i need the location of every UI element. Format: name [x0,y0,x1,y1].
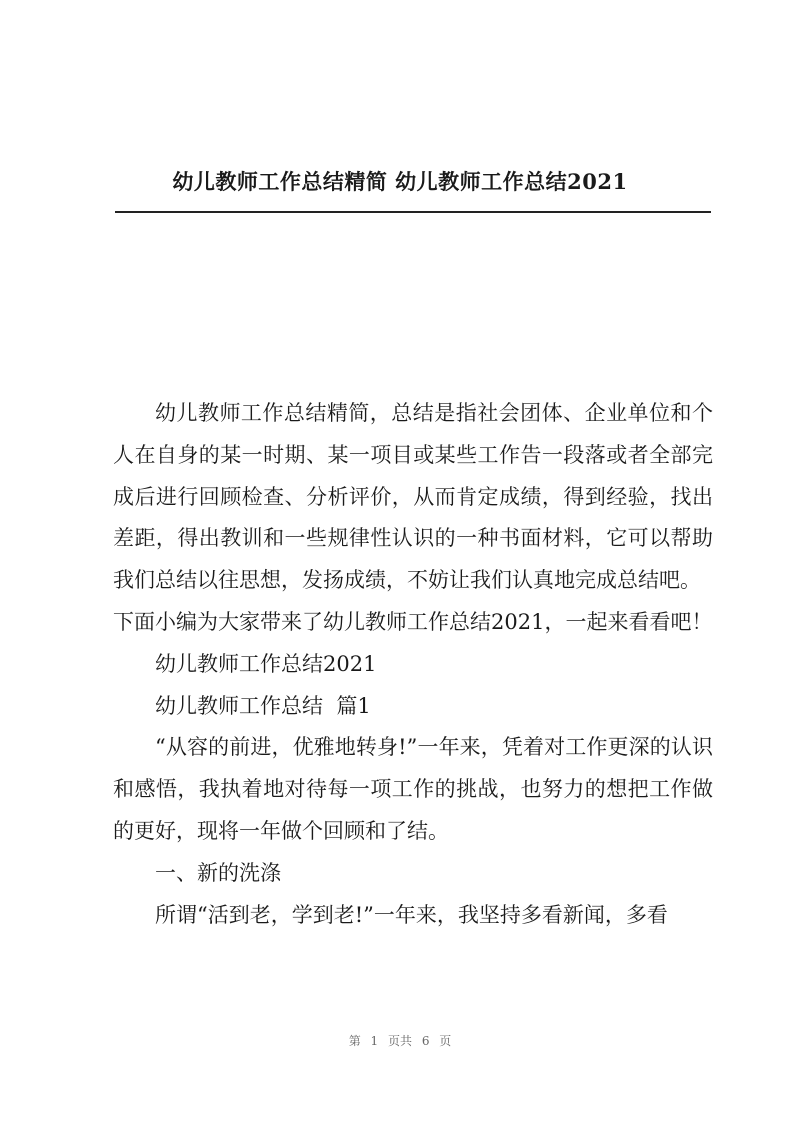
intro-tail-paragraph: 下面小编为大家带来了幼儿教师工作总结2021，一起来看看吧！ [113,609,713,634]
document-title: 幼儿教师工作总结精简 幼儿教师工作总结2021 [172,169,628,194]
document-body [113,393,713,936]
part-heading: 一、新的洗涤 [155,860,281,885]
last-paragraph: 所谓“活到老，学到老!”一年来，我坚持多看新闻，多看 [155,902,668,927]
page-number-footer: 第 1 页共 6 页 [348,1034,452,1048]
quote-paragraph: “从容的前进，优雅地转身!”一年来，凭着对工作更深的认识和感悟，我执着地对待每一项工作的挑战，也努力的想把工作做的更好，现将一年做个回顾和了结。 [113,735,713,843]
intro-paragraph: 幼儿教师工作总结精简，总结是指社会团体、企业单位和个人在自身的某一时期、某一项目或某些工作告一段落或者全部完成后进行回顾检查、分析评价，从而肯定成绩，得到经验，找出差距，得出教训和一些规律性认识的一种书面材料，它可以帮助我们总结以往思想，发扬成绩，不妨让我们认真地完成总结吧。 [113,401,713,593]
title-divider [115,211,711,213]
subtitle-line: 幼儿教师工作总结2021 [155,651,377,676]
section-heading: 幼儿教师工作总结 篇1 [155,693,371,718]
